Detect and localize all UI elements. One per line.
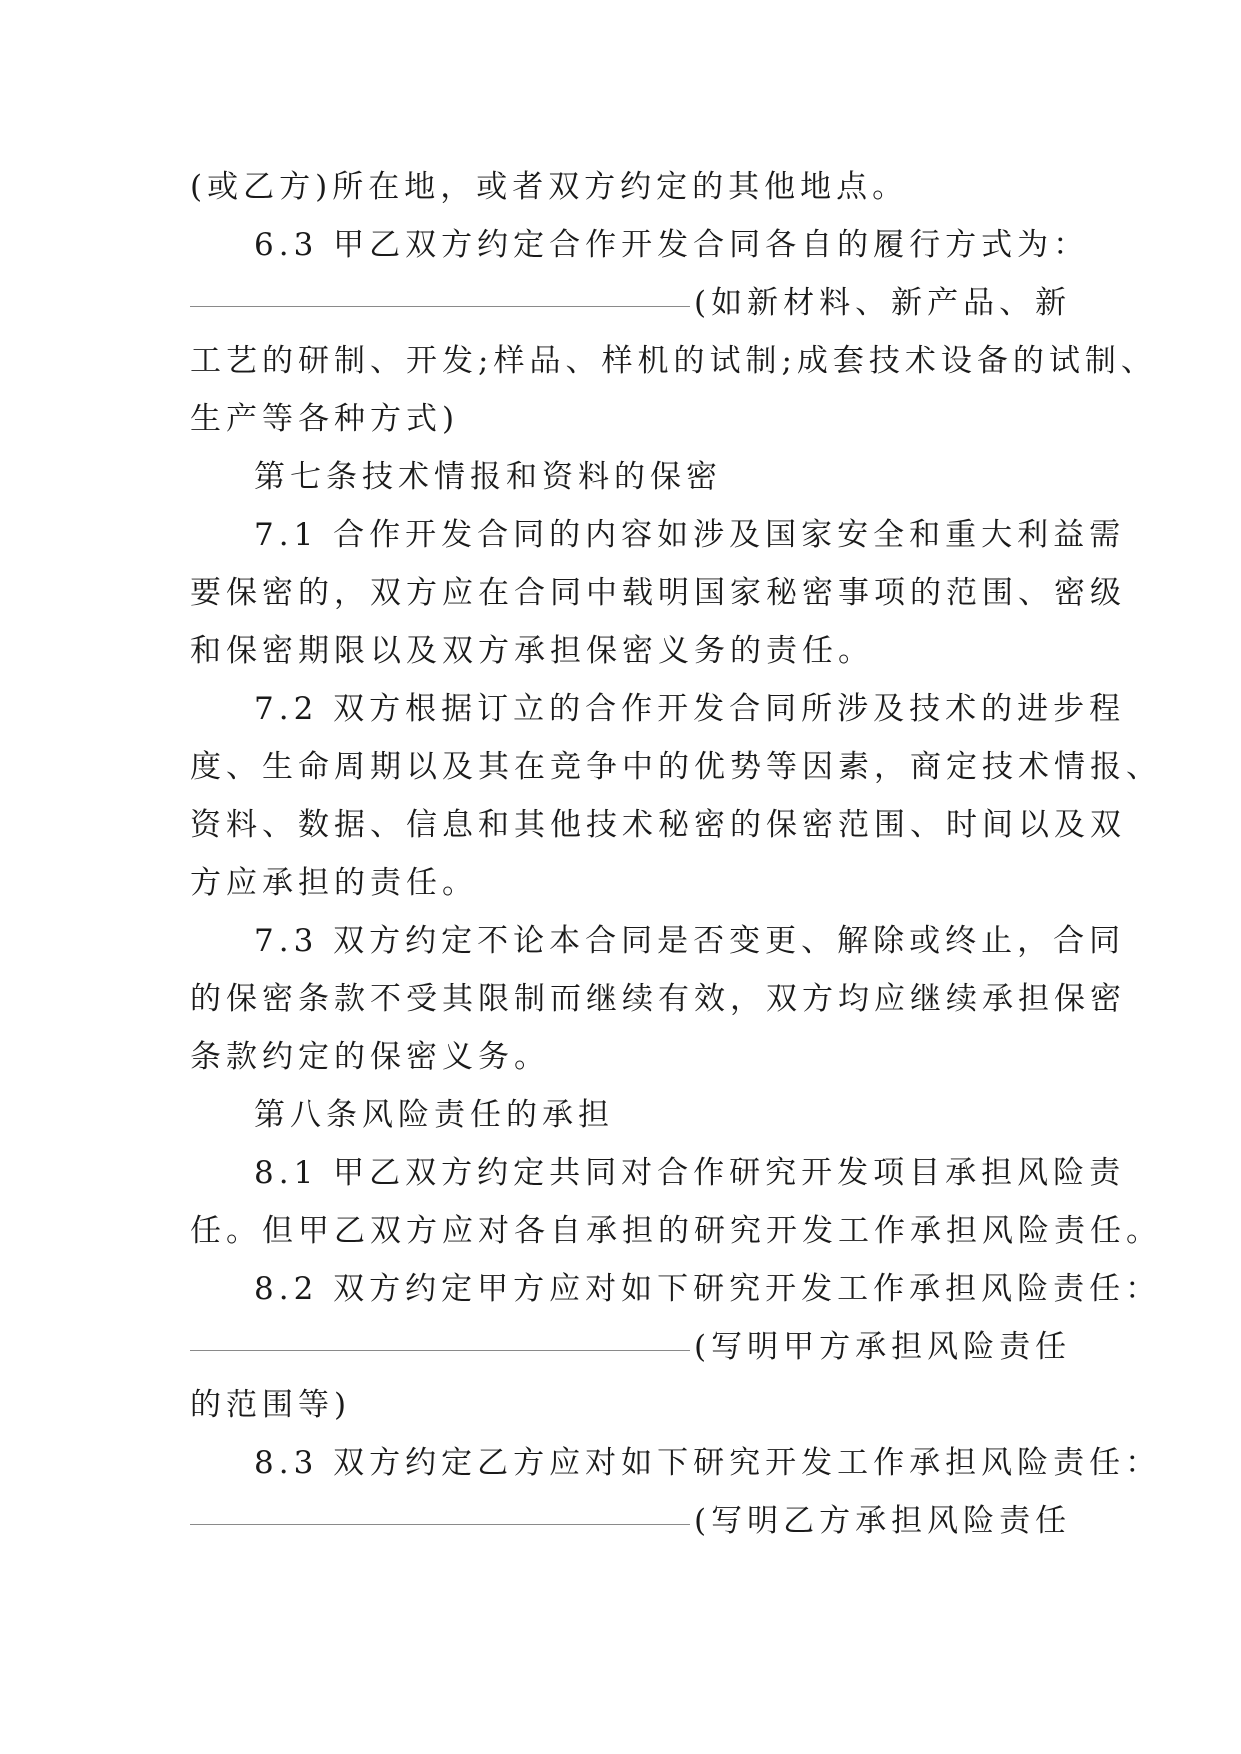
blank-field[interactable]	[190, 1320, 690, 1351]
blank-field[interactable]	[190, 276, 690, 307]
blank-note: (写明甲方承担风险责任	[694, 1329, 1072, 1365]
clause-7-3: 7.3 双方约定不论本合同是否变更、解除或终止，合同	[254, 923, 1126, 959]
text-line: 生产等各种方式)	[190, 401, 460, 437]
text-line: 任。但甲乙双方应对各自承担的研究开发工作承担风险责任。	[190, 1213, 1162, 1249]
blank-field[interactable]	[190, 1494, 690, 1525]
fill-in-line	[190, 1318, 1072, 1376]
fill-in-line	[190, 1492, 1072, 1550]
text-line: 工艺的研制、开发;样品、样机的试制;成套技术设备的试制、	[190, 343, 1157, 379]
text-line: 要保密的，双方应在合同中载明国家秘密事项的范围、密级	[190, 575, 1126, 611]
clause-7-1: 7.1 合作开发合同的内容如涉及国家安全和重大利益需	[254, 517, 1126, 553]
text-line: 资料、数据、信息和其他技术秘密的保密范围、时间以及双	[190, 807, 1126, 843]
text-line: (或乙方)所在地，或者双方约定的其他地点。	[190, 169, 909, 205]
section-heading-8: 第八条风险责任的承担	[254, 1097, 614, 1133]
text-line: 方应承担的责任。	[190, 865, 478, 901]
blank-note: (如新材料、新产品、新	[694, 285, 1072, 321]
clause-8-1: 8.1 甲乙双方约定共同对合作研究开发项目承担风险责	[254, 1155, 1126, 1191]
text-line: 度、生命周期以及其在竞争中的优势等因素，商定技术情报、	[190, 749, 1162, 785]
document-body	[190, 158, 1162, 1550]
clause-7-2: 7.2 双方根据订立的合作开发合同所涉及技术的进步程	[254, 691, 1126, 727]
text-line: 的保密条款不受其限制而继续有效，双方均应继续承担保密	[190, 981, 1126, 1017]
section-heading-7: 第七条技术情报和资料的保密	[254, 459, 722, 495]
text-line: 条款约定的保密义务。	[190, 1039, 550, 1075]
clause-8-3: 8.3 双方约定乙方应对如下研究开发工作承担风险责任：	[254, 1445, 1162, 1481]
blank-note: (写明乙方承担风险责任	[694, 1503, 1072, 1539]
fill-in-line	[190, 274, 1072, 332]
text-line: 和保密期限以及双方承担保密义务的责任。	[190, 633, 874, 669]
clause-8-2: 8.2 双方约定甲方应对如下研究开发工作承担风险责任：	[254, 1271, 1162, 1307]
text-line: 的范围等)	[190, 1387, 352, 1423]
clause-6-3: 6.3 甲乙双方约定合作开发合同各自的履行方式为：	[254, 227, 1090, 263]
